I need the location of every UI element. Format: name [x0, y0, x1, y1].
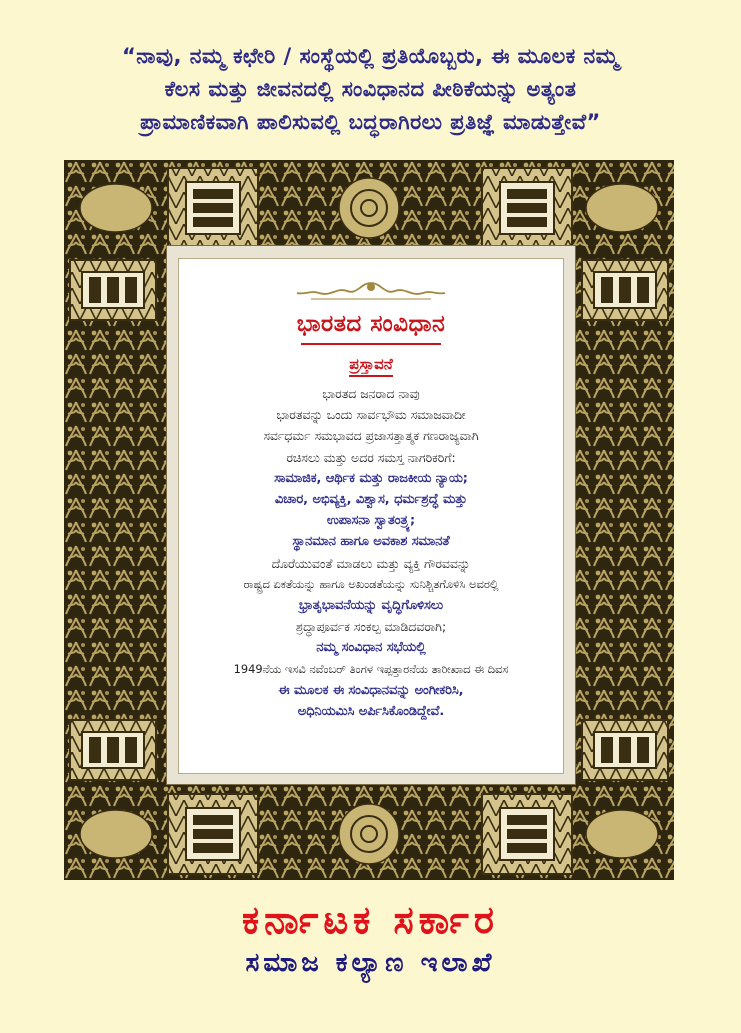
preamble-line: ಅಧಿನಿಯಮಿಸಿ ಅರ್ಪಿಸಿಕೊಂಡಿದ್ದೇವೆ. — [297, 704, 445, 720]
preamble-line: ನಮ್ಮ ಸಂವಿಧಾನ ಸಭೆಯಲ್ಲಿ — [316, 640, 426, 656]
preamble-text — [179, 383, 563, 722]
department-name: ಸಮಾಜ ಕಲ್ಯಾಣ ಇಲಾಖೆ — [245, 948, 496, 978]
preamble-line: ರಚಿಸಲು ಮತ್ತು ಅದರ ಸಮಸ್ತ ನಾಗರಿಕರಿಗೆ: — [286, 449, 456, 465]
constitution-title: ಭಾರತದ ಸಂವಿಧಾನ — [296, 311, 446, 337]
preamble-line: ಸಾಮಾಜಿಕ, ಆರ್ಥಿಕ ಮತ್ತು ರಾಜಕೀಯ ನ್ಯಾಯ; — [274, 470, 468, 486]
government-name: ಕರ್ನಾಟಕ ಸರ್ಕಾರ — [242, 898, 499, 942]
preamble-line: 1949ನೆಯ ಇಸವಿ ನವೆಂಬರ್ ತಿಂಗಳ ಇಪ್ಪತ್ತಾರನೆಯ ತಾರೀಖಾದ ಈ ದಿವಸ — [233, 661, 509, 676]
preamble-panel — [178, 258, 564, 774]
preamble-line: ಭಾರತವನ್ನು ಒಂದು ಸಾರ್ವಭೌಮ ಸಮಾಜವಾದೀ — [276, 407, 466, 423]
preamble-line: ಈ ಮೂಲಕ ಈ ಸಂವಿಧಾನವನ್ನು ಅಂಗೀಕರಿಸಿ, — [278, 682, 464, 698]
preamble-line: ರಾಷ್ಟ್ರದ ಏಕತೆಯನ್ನು ಹಾಗೂ ಅಖಂಡತೆಯನ್ನು ಸುನಿಶ್ಚಿತಗೊಳಿಸಿ ಅವರಲ್ಲಿ — [243, 576, 499, 591]
preamble-line: ಸ್ಥಾನಮಾನ ಹಾಗೂ ಅವಕಾಶ ಸಮಾನತೆ — [292, 534, 450, 550]
pledge-line: “ನಾವು, ನಮ್ಮ ಕಛೇರಿ / ಸಂಸ್ಥೆಯಲ್ಲಿ ಪ್ರತಿಯೊಬ್ಬರು, ಈ ಮೂಲಕ ನಮ್ಮ — [121, 44, 620, 68]
preamble-line: ಉಪಾಸನಾ ಸ್ವಾತಂತ್ರ್ಯ; — [326, 513, 416, 529]
preamble-heading: ಪ್ರಸ್ತಾವನೆ — [349, 355, 392, 377]
preamble-line: ವಿಚಾರ, ಅಭಿವ್ಯಕ್ತಿ, ವಿಶ್ವಾಸ, ಧರ್ಮಶ್ರದ್ಧೆ ಮತ್ತು — [274, 492, 468, 508]
preamble-line: ಶ್ರದ್ಧಾಪೂರ್ವಕ ಸಂಕಲ್ಪ ಮಾಡಿದವರಾಗಿ; — [295, 619, 447, 635]
preamble-line: ಭ್ರಾತೃಭಾವನೆಯನ್ನು ವೃದ್ಧಿಗೊಳಿಸಲು — [298, 598, 444, 614]
preamble-line: ಸರ್ವಧರ್ಮ ಸಮಭಾವದ ಪ್ರಜಾಸತ್ತಾತ್ಮಕ ಗಣರಾಜ್ಯವಾಗಿ — [263, 428, 479, 444]
preamble-line: ದೊರೆಯುವಂತೆ ಮಾಡಲು ಮತ್ತು ವ್ಯಕ್ತಿ ಗೌರವವನ್ನು — [271, 555, 471, 571]
preamble-line: ಭಾರತದ ಜನರಾದ ನಾವು — [322, 386, 420, 401]
pledge-text — [30, 40, 711, 139]
title-underline — [301, 343, 441, 345]
flourish-ornament — [291, 279, 451, 303]
pledge-line: ಪ್ರಾಮಾಣಿಕವಾಗಿ ಪಾಲಿಸುವಲ್ಲಿ ಬದ್ಧರಾಗಿರಲು ಪ್ರತಿಜ್ಞೆ ಮಾಡುತ್ತೇವೆ” — [140, 110, 601, 134]
pledge-line: ಕೆಲಸ ಮತ್ತು ಜೀವನದಲ್ಲಿ ಸಂವಿಧಾನದ ಪೀಠಿಕೆಯನ್ನು ಅತ್ಯಂತ — [164, 77, 577, 101]
